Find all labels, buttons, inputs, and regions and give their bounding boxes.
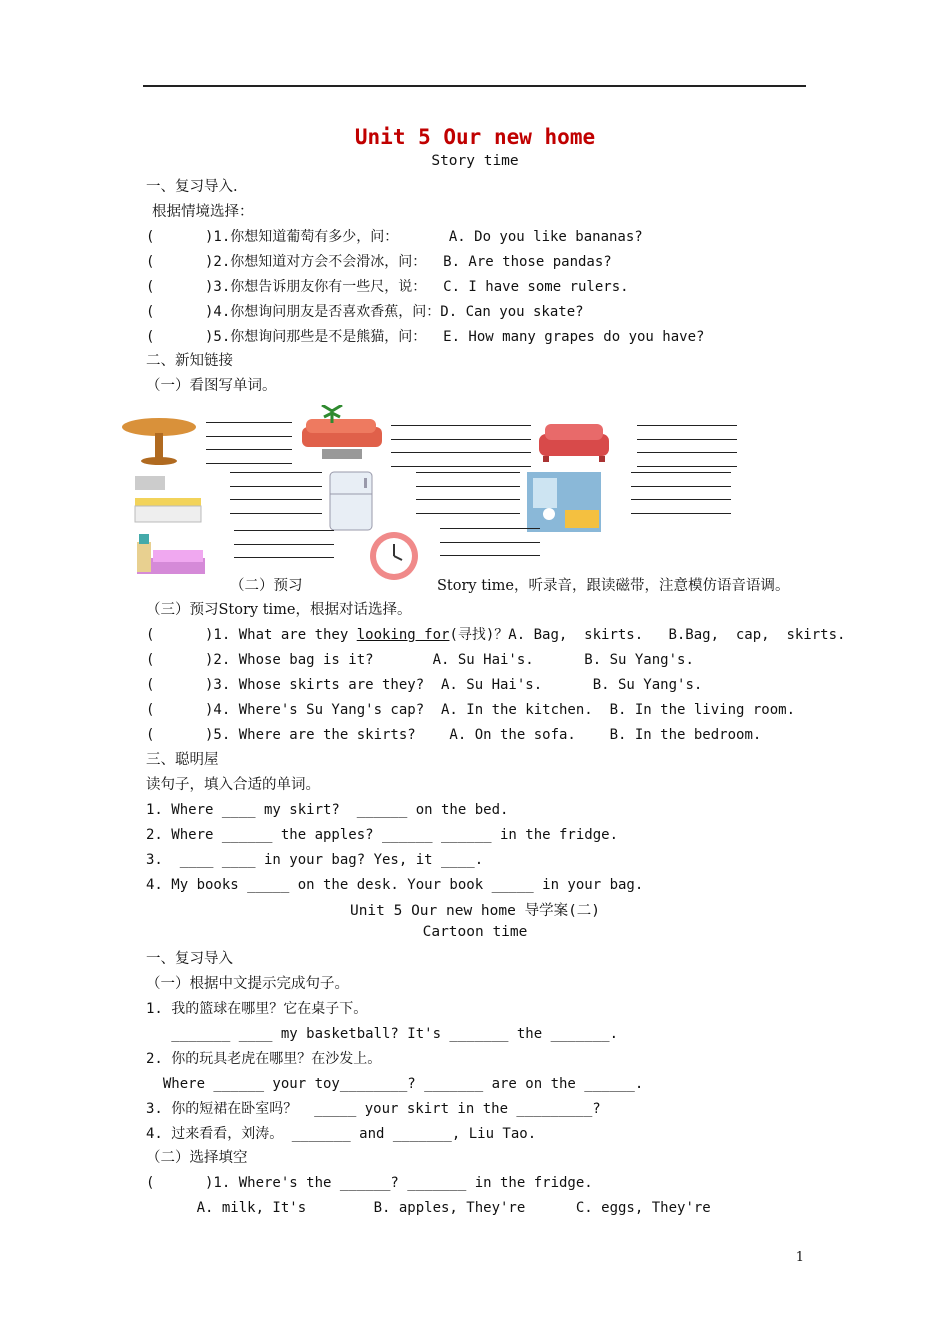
- blank-lines[interactable]: [206, 422, 292, 476]
- bathroom-icon: [525, 470, 603, 534]
- s3-instruction: 读句子，填入合适的单词。: [146, 777, 320, 793]
- s1-heading: 一、复习导入.: [146, 179, 238, 195]
- part2-title: Unit 5 Our new home 导学案(二): [349, 903, 601, 919]
- s2-sub3: （三）预习Story time，根据对话选择。: [146, 602, 412, 618]
- p2-sub1: （一）根据中文提示完成句子。: [146, 976, 349, 992]
- table-icon: [120, 415, 198, 467]
- part2-subtitle: Cartoon time: [422, 924, 528, 940]
- s2-item: ( )3. Whose skirts are they? A. Su Hai's. B. Su Yang's.: [146, 677, 703, 693]
- s1-item: ( )1.你想知道葡萄有多少，问： A. Do you like bananas?: [146, 229, 643, 245]
- s2-item: ( )4. Where's Su Yang's cap? A. In the kitchen. B. In the living room.: [146, 702, 796, 718]
- p2-item: 1. 我的篮球在哪里？它在桌子下。: [146, 1001, 368, 1017]
- page-title: Unit 5 Our new home: [354, 125, 596, 149]
- s2-heading: 二、新知链接: [146, 353, 233, 369]
- s3-item: 3. ____ ____ in your bag? Yes, it ____.: [146, 852, 484, 868]
- blank-lines[interactable]: [631, 472, 731, 526]
- s2-sub2-text: Story time，听录音，跟读磁带，注意模仿语音语调。: [437, 578, 790, 594]
- sofa-icon: [535, 420, 613, 465]
- bedroom-icon: [133, 530, 209, 582]
- kitchen-icon: [133, 472, 203, 524]
- s2-item: ( )2. Whose bag is it? A. Su Hai's. B. Su Yang's.: [146, 652, 694, 668]
- blank-lines[interactable]: [234, 530, 334, 571]
- p2-item: Where ______ your toy________? _______ are on the ______.: [146, 1076, 644, 1092]
- p2-item: 3. 你的短裙在卧室吗？ _____ your skirt in the _________?: [146, 1101, 601, 1117]
- clock-icon: [368, 530, 420, 582]
- s1-item: ( )3.你想告诉朋友你有一些尺，说： C. I have some rulers.: [146, 279, 629, 295]
- p2-options: A. milk, It's B. apples, They're C. eggs, They're: [146, 1200, 711, 1216]
- blank-lines[interactable]: [440, 528, 540, 569]
- s3-heading: 三、聪明屋: [146, 752, 219, 768]
- p2-item: 4. 过来看看，刘涛。 _______ and _______, Liu Tao.: [146, 1126, 537, 1142]
- page-subtitle: Story time: [431, 153, 519, 169]
- s3-item: 2. Where ______ the apples? ______ ______ in the fridge.: [146, 827, 619, 843]
- s1-item: ( )5.你想询问那些是不是熊猫，问： E. How many grapes do you have?: [146, 329, 705, 345]
- s3-item: 1. Where ____ my skirt? ______ on the bed.: [146, 802, 509, 818]
- s2-sub1: （一）看图写单词。: [146, 378, 277, 394]
- s2-sub2: （二）预习: [230, 578, 303, 594]
- blank-lines[interactable]: [416, 472, 520, 526]
- s2-item: ( )5. Where are the skirts? A. On the sofa. B. In the bedroom.: [146, 727, 762, 743]
- p2-item: _______ ____ my basketball? It's _______ the _______.: [146, 1026, 619, 1042]
- p2-item: ( )1. Where's the ______? _______ in the fridge.: [146, 1175, 593, 1191]
- s1-item: ( )4.你想询问朋友是否喜欢香蕉，问：D. Can you skate?: [146, 304, 584, 320]
- sofa-tv-icon: [300, 405, 385, 467]
- s3-item: 4. My books _____ on the desk. Your book _____ in your bag.: [146, 877, 644, 893]
- s1-instruction: 根据情境选择：: [152, 204, 254, 220]
- s2-item: ( )1. What are they looking for(寻找)？A. Bag, skirts. B.Bag, cap, skirts.: [146, 627, 846, 643]
- p2-heading: 一、复习导入: [146, 951, 233, 967]
- p2-sub2: （二）选择填空: [146, 1150, 248, 1166]
- header-rule: [143, 85, 806, 87]
- blank-lines[interactable]: [230, 472, 322, 526]
- page-number: 1: [795, 1250, 804, 1265]
- fridge-icon: [326, 470, 376, 532]
- s1-item: ( )2.你想知道对方会不会滑冰，问： B. Are those pandas?: [146, 254, 612, 270]
- blank-lines[interactable]: [391, 425, 531, 479]
- p2-item: 2. 你的玩具老虎在哪里？在沙发上。: [146, 1051, 382, 1067]
- blank-lines[interactable]: [637, 425, 737, 479]
